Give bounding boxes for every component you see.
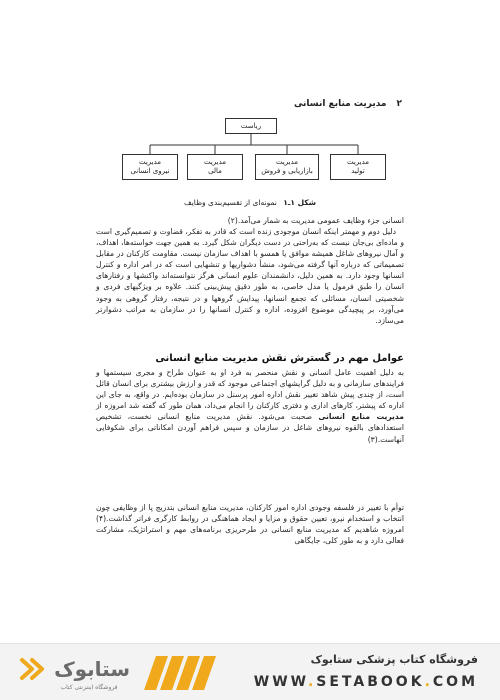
figure-caption-text: نمونه‌ای از تقسیم‌بندی وظایف: [183, 198, 277, 207]
paragraph-4: توأم با تغییر در فلسفه وجودی اداره امور کارکنان، مدیریت منابع انسانی بتدریج پا از وظایفی چون انتخاب و استخدام نیرو، تعیین حقوق و مزایا و ایجاد هماهنگی در روابط کارگری فراتر گذاشت.(۴) امروزه شاهدیم که مدیریت منابع انسانی در طرحریزی برنامه‌های مهم و استراتژیک، مشارکت فعالی دارد و به طور کلی، جایگاهی: [96, 503, 404, 546]
store-url[interactable]: WWW.SETABOOK.COM: [253, 674, 478, 690]
figure-caption: [150, 198, 350, 207]
figure-label: شکل ۱ـ۱: [283, 198, 317, 207]
org-box-presidency: ریاست: [225, 118, 277, 134]
store-name: فروشگاه کتاب پزشکی ستابوک: [310, 653, 478, 666]
logo-text: ستابوک: [54, 657, 130, 681]
paragraph-1: انسانی جزء وظایف عمومی مدیریت به شمار می‌آمد.(۲): [227, 216, 404, 225]
bold-term: مدیریت منابع انسانی: [318, 412, 404, 422]
org-box-hr: مدیریت نیروی انسانی: [122, 154, 178, 180]
logo-mark-icon: [18, 654, 134, 684]
org-box-production: مدیریت تولید: [330, 154, 386, 180]
section-heading: عوامل مهم در گسترش نقش مدیریت منابع انسانی: [155, 353, 404, 364]
paragraph-3: به دلیل اهمیت عامل انسانی و نقش منحصر به فرد او به عنوان طراح و مجری سیستمها و فرایندهای سازمانی و به دلیل گرایشهای اجتماعی موجود که قدر و ارزش بیشتری برای انسان قائل است، از چندی پیش شاهد تغییر نقش اداره امور پرسنل در سازمان بوده‌ایم. در واقع، به جای این اداره که پیشتر، کارهای اداری و دفتری کارکنان را انجام می‌داد، همان طور که گفته شد امروزه از مدیریت منابع انسانی صحبت می‌شود. نقش مدیریت منابع انسانی نخست، تشخیص استعدادهای بالقوه نیروهای شاغل در سازمان و سپس فراهم آوردن امکاناتی برای شکوفایی آنهاست.(۳): [96, 368, 404, 444]
org-box-marketing: مدیریت بازاریابی و فروش: [255, 154, 319, 180]
page-number: ۲: [396, 99, 402, 109]
org-chart-figure: [100, 118, 400, 190]
running-header: [98, 97, 402, 111]
org-box-finance: مدیریت مالی: [187, 154, 243, 180]
chapter-title: مدیریت منابع انسانی: [293, 99, 387, 109]
paragraph-2: دلیل دوم و مهمتر اینکه انسان موجودی زنده است که قادر به تفکر، قضاوت و تصمیم‌گیری است و ماده‌ای بی‌جان نیست که به‌راحتی در دست دیگران شکل گیرد. به همین جهت خواسته‌ها، اهداف، و آمال نیروهای شاغل همیشه موافق یا همسو با اهداف سازمان نیست. مقاومت کارکنان در مقابل تصمیماتی که درباره آنها گرفته می‌شود، منشأ دشواریها و تنشهایی است که در امر اداره و کنترل انسانها وجود دارد. به همین دلیل، دانشمندان علوم انسانی هرگز نتوانسته‌اند واکنشها و رفتارهای انسان را طبق فرمول یا مدل خاصی، به طور دقیق پیش‌بینی کنند. علاوه بر ویژگیهای فردی و شخصیتی انسان، مسائلی که تجمع انسانها، پیدایش گروهها و در نتیجه، رفتار گروهی به وجود می‌آورد، بر پیچیدگی موضوع افزوده، اداره و کنترل انسانها را در سازمان به مراتب دشوارتر می‌سازد.: [96, 227, 404, 325]
logo-tagline: فروشگاه اینترنتی کتاب: [60, 684, 118, 691]
